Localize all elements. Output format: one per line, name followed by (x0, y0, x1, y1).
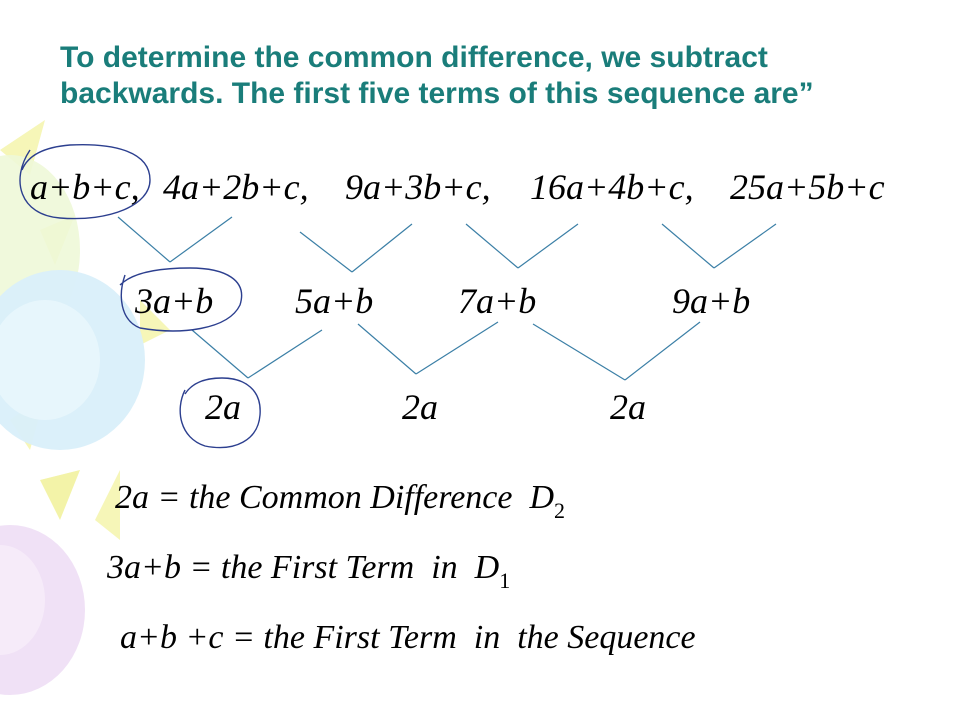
term-5: 25a+5b+c (730, 167, 885, 207)
conclusion-common-difference: 2a = the Common Difference $D_2$ (115, 479, 566, 523)
second-difference-1: 2a (205, 387, 241, 427)
first-difference-1: 3a+b (135, 281, 214, 321)
term-2: 4a+2b+c, (163, 167, 309, 207)
term-3: 9a+3b+c, (345, 167, 491, 207)
ray-shape (40, 470, 80, 520)
title-bold: To determine the common difference, we subtract backwards. (60, 41, 768, 110)
conclusion-first-term-sequence: a+b +c = the First Term in the Sequence (120, 619, 696, 656)
second-difference-3: 2a (610, 387, 646, 427)
term-4: 16a+4b+c, (530, 167, 694, 207)
first-difference-4: 9a+b (672, 281, 751, 321)
conclusion-first-term-d1: 3a+b = the First Term in $D_1$ (107, 549, 511, 593)
slide-title (60, 40, 920, 112)
title-normal: The first five terms of this sequence are” (223, 77, 814, 110)
term-1: a+b+c, (30, 167, 140, 207)
first-difference-2: 5a+b (295, 281, 374, 321)
first-difference-3: 7a+b (458, 281, 537, 321)
second-difference-2: 2a (402, 387, 438, 427)
